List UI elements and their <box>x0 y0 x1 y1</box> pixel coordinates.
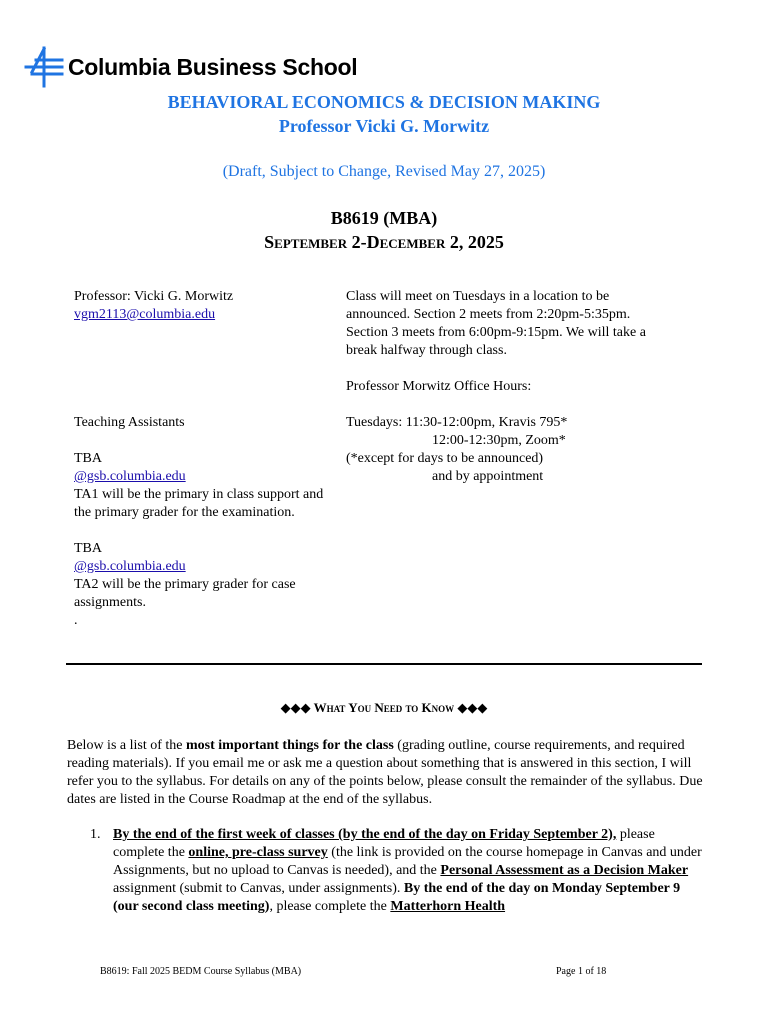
class-meeting-info: Class will meet on Tuesdays in a location to be announced. Section 2 meets from 2:20pm-5:35pm. Section 3 meets from 6:00pm-9:15pm. We will take a break halfway through class. <box>346 289 646 358</box>
intro-text-post: (grading outline, course requirements, and required reading materials). If you email me or ask me a question about something that is answered in this section, I will refer you to the syllabus. For details on any of the points below, please consult the remainder of the syllabus. Due dates are listed in the Course Roadmap at the end of the syllabus. <box>67 738 703 807</box>
matterhorn-health: Matterhorn Health <box>390 899 506 914</box>
pre-class-survey: online, pre-class survey <box>188 845 328 860</box>
date-range: September 2-December 2, 2025 <box>264 232 504 252</box>
ta2-description: TA2 will be the primary grader for case assignments. <box>74 577 296 610</box>
professor-email-link[interactable]: vgm2113@columbia.edu <box>74 307 216 322</box>
professor-label: Professor: Vicki G. Morwitz <box>74 289 234 304</box>
intro-text-bold: most important things for the class <box>186 738 394 753</box>
section-heading: ◆◆◆ What You Need to Know ◆◆◆ <box>280 700 488 715</box>
columbia-logo <box>24 46 357 88</box>
draft-note: (Draft, Subject to Change, Revised May 27, 2025) <box>222 163 546 180</box>
ta1-email-link[interactable]: @gsb.columbia.edu <box>74 469 186 484</box>
intro-text-pre: Below is a list of the <box>67 738 186 753</box>
trailing-dot: . <box>74 613 78 628</box>
footer-course: B8619: Fall 2025 BEDM Course Syllabus (MBA) <box>100 966 302 977</box>
office-hours-line-3: (*except for days to be announced) <box>346 451 544 466</box>
list-text: , please complete the <box>269 899 391 914</box>
list-text: assignment (submit to Canvas, under assignments). <box>113 881 404 896</box>
intro-paragraph <box>67 737 703 809</box>
office-hours-line-2: 12:00-12:30pm, Zoom* <box>432 433 566 448</box>
ta2-email-link[interactable]: @gsb.columbia.edu <box>74 559 186 574</box>
crown-logo-icon <box>24 46 64 88</box>
office-hours-line-1: Tuesdays: 11:30-12:00pm, Kravis 795* <box>346 415 568 430</box>
professor-title: Professor Vicki G. Morwitz <box>278 116 490 136</box>
section-divider <box>66 663 702 665</box>
list-text: (the link is provided on the course homepage in Canvas and under Assignments, but no upload to Canvas is needed), and the <box>113 845 702 878</box>
office-hours-heading: Professor Morwitz Office Hours: <box>346 379 532 394</box>
personal-assessment: Personal Assessment as a Decision Maker <box>440 863 689 878</box>
logo-text: Columbia Business School <box>68 53 358 80</box>
deadline-first-week: By the end of the first week of classes (by the end of the day on Friday September 2), <box>113 827 617 842</box>
schedule-column <box>346 288 646 486</box>
course-code: B8619 (MBA) <box>330 208 438 228</box>
ta2-name: TBA <box>74 541 102 556</box>
ta1-name: TBA <box>74 451 102 466</box>
list-item <box>90 826 702 916</box>
deadline-second-meeting: By the end of the day on Monday September 9 (our second class meeting) <box>113 881 681 914</box>
contact-column <box>74 288 334 630</box>
footer-page-number: Page 1 of 18 <box>556 966 607 977</box>
ta1-description: TA1 will be the primary in class support and the primary grader for the examination. <box>74 487 324 520</box>
list-text: please complete the <box>113 827 655 860</box>
list-item-number: 1. <box>90 827 101 842</box>
course-title: BEHAVIORAL ECONOMICS & DECISION MAKING <box>167 92 601 112</box>
ta-heading: Teaching Assistants <box>74 415 185 430</box>
office-hours-line-4: and by appointment <box>432 469 544 484</box>
